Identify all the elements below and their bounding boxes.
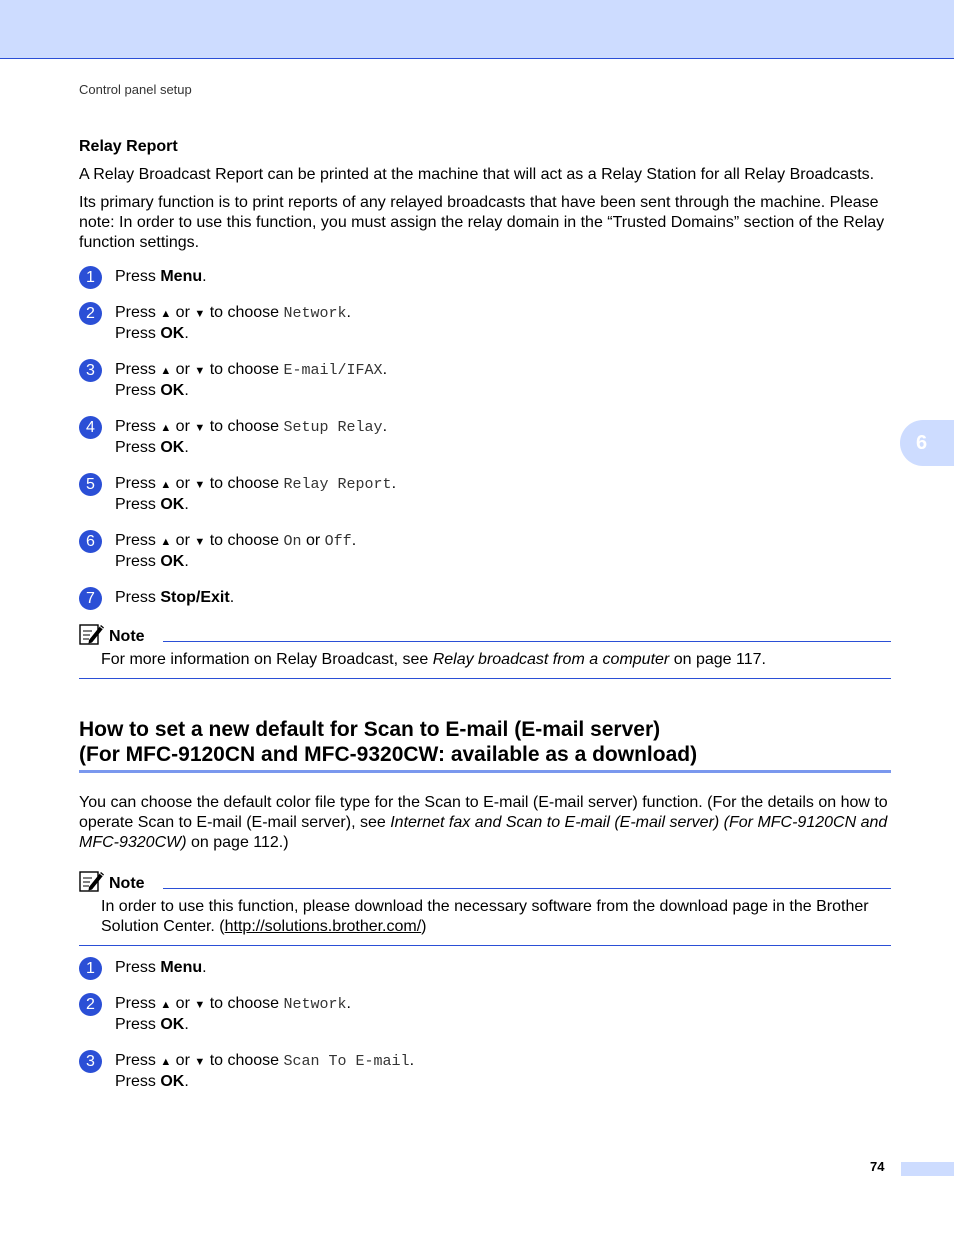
step-text: Press (115, 1052, 161, 1069)
step-text: . (184, 439, 189, 456)
down-arrow-icon: ▼ (194, 1056, 206, 1068)
note-label: Note (109, 628, 145, 645)
page-number-tab (901, 1162, 954, 1176)
step-text: . (184, 1016, 189, 1033)
step-number-badge: 4 (79, 416, 102, 439)
step-text: to choose (205, 304, 284, 321)
relay-report-para-2: Its primary function is to print reports of any relayed broadcasts that have been sent through the machine. Please note: In order to use this function, you must assign the relay domain in the “Trusted Domains” section of the Relay function settings. (79, 194, 885, 251)
note-label: Note (109, 875, 145, 892)
step-text: or (171, 995, 195, 1012)
lcd-option: Scan To E-mail (283, 1053, 410, 1070)
section-heading (79, 717, 891, 773)
step-text: or (301, 532, 325, 549)
step-text: . (391, 475, 397, 492)
section-heading-line-1: How to set a new default for Scan to E-mail (E-mail server) (79, 718, 661, 741)
step-number-badge: 3 (79, 1050, 102, 1073)
step-text: . (382, 361, 388, 378)
relay-step-4 (79, 417, 891, 458)
lcd-option: Off (324, 533, 352, 550)
step-text: Press (115, 439, 161, 456)
note-body (79, 897, 891, 937)
note-text: on page 117. (669, 651, 766, 668)
step-text: . (409, 1052, 415, 1069)
step-text: to choose (205, 361, 284, 378)
note-rule (163, 888, 891, 889)
step-text: Press (115, 553, 161, 570)
relay-step-3 (79, 360, 891, 401)
step-text: or (171, 304, 195, 321)
step-number-badge: 3 (79, 359, 102, 382)
lcd-option: Setup Relay (283, 419, 383, 436)
cross-reference[interactable]: Internet fax and Scan to E-mail (E-mail server) (For MFC-9120CN and MFC-9320CW) (79, 814, 888, 851)
step-number-badge: 6 (79, 530, 102, 553)
step-text: or (171, 418, 195, 435)
note-rule (163, 641, 891, 642)
step-text: . (346, 304, 351, 321)
step-text: . (202, 268, 207, 285)
step-text: or (171, 1052, 195, 1069)
step-text: Press (115, 589, 161, 606)
scan-step-2 (79, 994, 891, 1035)
brother-solutions-link[interactable]: http://solutions.brother.com/ (224, 918, 422, 935)
up-arrow-icon: ▲ (160, 365, 172, 377)
relay-step-7 (79, 588, 891, 608)
menu-key: Menu (160, 268, 203, 285)
relay-step-6 (79, 531, 891, 572)
step-text: to choose (205, 532, 284, 549)
up-arrow-icon: ▲ (160, 308, 172, 320)
ok-key: OK (160, 496, 185, 513)
step-text: or (171, 475, 195, 492)
up-arrow-icon: ▲ (160, 1056, 172, 1068)
step-text: . (184, 325, 189, 342)
note-header (79, 620, 891, 646)
down-arrow-icon: ▼ (194, 308, 206, 320)
para-text: on page 112.) (186, 834, 289, 851)
lcd-option: Network (283, 305, 347, 322)
para-text: You can choose the default color file type for the Scan to E-mail (E-mail server) function. (For the details on how to operate Scan to E-mail (E-mail server), see (79, 794, 888, 831)
ok-key: OK (160, 1016, 185, 1033)
step-text: Press (115, 304, 161, 321)
step-text: Press (115, 325, 161, 342)
step-text: Press (115, 268, 161, 285)
relay-steps (79, 267, 891, 608)
up-arrow-icon: ▲ (160, 536, 172, 548)
step-text: Press (115, 995, 161, 1012)
up-arrow-icon: ▲ (160, 999, 172, 1011)
step-number-badge: 1 (79, 957, 102, 980)
scan-intro-para (79, 793, 891, 853)
note-pencil-icon (79, 869, 105, 893)
lcd-option: On (283, 533, 302, 550)
lcd-option: Network (283, 996, 347, 1013)
step-text: to choose (205, 418, 284, 435)
step-number-badge: 7 (79, 587, 102, 610)
step-text: Press (115, 532, 161, 549)
menu-key: Menu (160, 959, 203, 976)
up-arrow-icon: ▲ (160, 422, 172, 434)
step-number-badge: 2 (79, 993, 102, 1016)
ok-key: OK (160, 382, 185, 399)
running-head: Control panel setup (79, 82, 192, 97)
step-text: or (171, 532, 195, 549)
scan-note (79, 867, 891, 946)
step-text: to choose (205, 995, 284, 1012)
step-text: . (184, 496, 189, 513)
stop-exit-key: Stop/Exit (160, 589, 230, 606)
step-number-badge: 5 (79, 473, 102, 496)
down-arrow-icon: ▼ (194, 536, 206, 548)
cross-reference[interactable]: Relay broadcast from a computer (432, 651, 670, 668)
relay-report-title: Relay Report (79, 138, 178, 155)
relay-note (79, 620, 891, 679)
ok-key: OK (160, 553, 185, 570)
step-text: Press (115, 418, 161, 435)
relay-step-1 (79, 267, 891, 287)
page-number: 74 (870, 1159, 885, 1174)
step-text: . (184, 1073, 189, 1090)
down-arrow-icon: ▼ (194, 479, 206, 491)
step-text: or (171, 361, 195, 378)
scan-steps (79, 958, 891, 1092)
step-text: Press (115, 1016, 161, 1033)
note-text: For more information on Relay Broadcast, see (101, 651, 433, 668)
step-number-badge: 2 (79, 302, 102, 325)
down-arrow-icon: ▼ (194, 365, 206, 377)
ok-key: OK (160, 325, 185, 342)
step-text: . (184, 553, 189, 570)
note-body (79, 650, 891, 670)
step-text: . (229, 589, 235, 606)
lcd-option: E-mail/IFAX (283, 362, 383, 379)
up-arrow-icon: ▲ (160, 479, 172, 491)
relay-step-5 (79, 474, 891, 515)
step-text: Press (115, 475, 161, 492)
step-text: Press (115, 496, 161, 513)
step-text: to choose (205, 475, 284, 492)
scan-step-3 (79, 1051, 891, 1092)
section-heading-line-2: (For MFC-9120CN and MFC-9320CW: available as a download) (79, 743, 698, 766)
step-text: . (351, 532, 357, 549)
step-text: Press (115, 1073, 161, 1090)
step-text: Press (115, 382, 161, 399)
header-band (0, 0, 954, 59)
step-text: . (346, 995, 351, 1012)
ok-key: OK (160, 1073, 185, 1090)
chapter-tab[interactable]: 6 (900, 420, 954, 466)
note-pencil-icon (79, 622, 105, 646)
relay-report-para-1: A Relay Broadcast Report can be printed at the machine that will act as a Relay Station for all Relay Broadcasts. (79, 166, 875, 183)
down-arrow-icon: ▼ (194, 422, 206, 434)
note-header (79, 867, 891, 893)
ok-key: OK (160, 439, 185, 456)
step-text: Press (115, 959, 161, 976)
step-text: . (202, 959, 207, 976)
note-text: In order to use this function, please download the necessary software from the download page in the Brother Solution Center. ( (101, 898, 869, 935)
note-text: ) (421, 918, 427, 935)
step-text: to choose (205, 1052, 284, 1069)
step-number-badge: 1 (79, 266, 102, 289)
down-arrow-icon: ▼ (194, 999, 206, 1011)
page-content (79, 137, 891, 1108)
step-text: . (382, 418, 388, 435)
scan-step-1 (79, 958, 891, 978)
lcd-option: Relay Report (283, 476, 392, 493)
relay-step-2 (79, 303, 891, 344)
step-text: . (184, 382, 189, 399)
step-text: Press (115, 361, 161, 378)
